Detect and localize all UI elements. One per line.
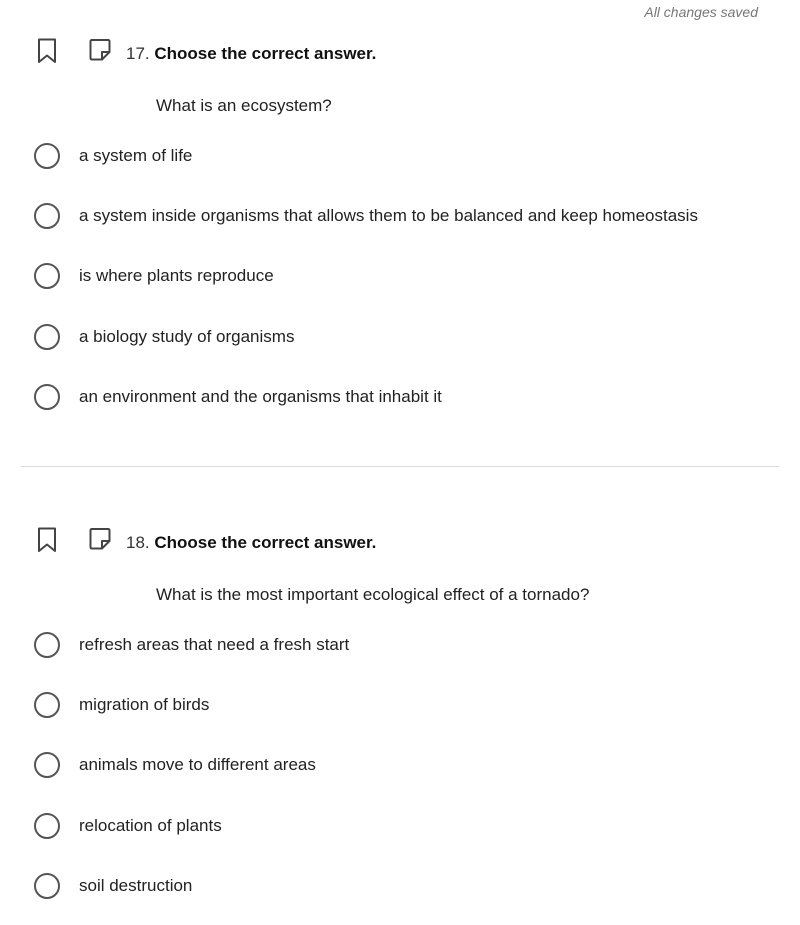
radio-button[interactable] [34,692,60,718]
radio-button[interactable] [34,813,60,839]
radio-button[interactable] [34,324,60,350]
answer-option-label: relocation of plants [79,816,222,835]
radio-button[interactable] [34,263,60,289]
answer-option[interactable] [34,384,774,412]
answer-option-label: soil destruction [79,876,193,895]
answer-option-label: a biology study of organisms [79,327,295,346]
answer-option-label: an environment and the organisms that inhabit it [79,387,442,406]
radio-button[interactable] [34,203,60,229]
radio-button[interactable] [34,632,60,658]
answer-option-label: migration of birds [79,695,210,714]
question-instruction: Choose the correct answer. [154,44,377,63]
question-title [126,44,376,64]
answer-option[interactable] [34,203,774,231]
answer-option-label: a system of life [79,146,193,165]
question-title [126,533,376,553]
answer-option-label: is where plants reproduce [79,266,274,285]
question-header [0,38,800,78]
radio-button[interactable] [34,384,60,410]
answer-option[interactable] [34,692,774,720]
note-icon[interactable] [88,527,112,551]
bookmark-icon[interactable] [36,38,58,64]
note-icon[interactable] [88,38,112,62]
answer-option[interactable] [34,873,774,901]
question-number: 18. [126,533,150,552]
radio-button[interactable] [34,143,60,169]
answer-option-label: refresh areas that need a fresh start [79,635,350,654]
radio-button[interactable] [34,873,60,899]
answer-option[interactable] [34,324,774,352]
answer-option-label: animals move to different areas [79,755,316,774]
answer-option[interactable] [34,632,774,660]
question-header [0,527,800,567]
answer-option[interactable] [34,143,774,171]
save-status: All changes saved [644,4,758,20]
question-divider [21,466,779,467]
question-number: 17. [126,44,150,63]
answer-option-label: a system inside organisms that allows them to be balanced and keep homeostasis [79,206,698,225]
question-prompt: What is an ecosystem? [156,96,332,115]
answer-option[interactable] [34,813,774,841]
bookmark-icon[interactable] [36,527,58,553]
radio-button[interactable] [34,752,60,778]
answer-option[interactable] [34,263,774,291]
question-prompt: What is the most important ecological effect of a tornado? [156,585,590,604]
question-instruction: Choose the correct answer. [154,533,377,552]
answer-option[interactable] [34,752,774,780]
